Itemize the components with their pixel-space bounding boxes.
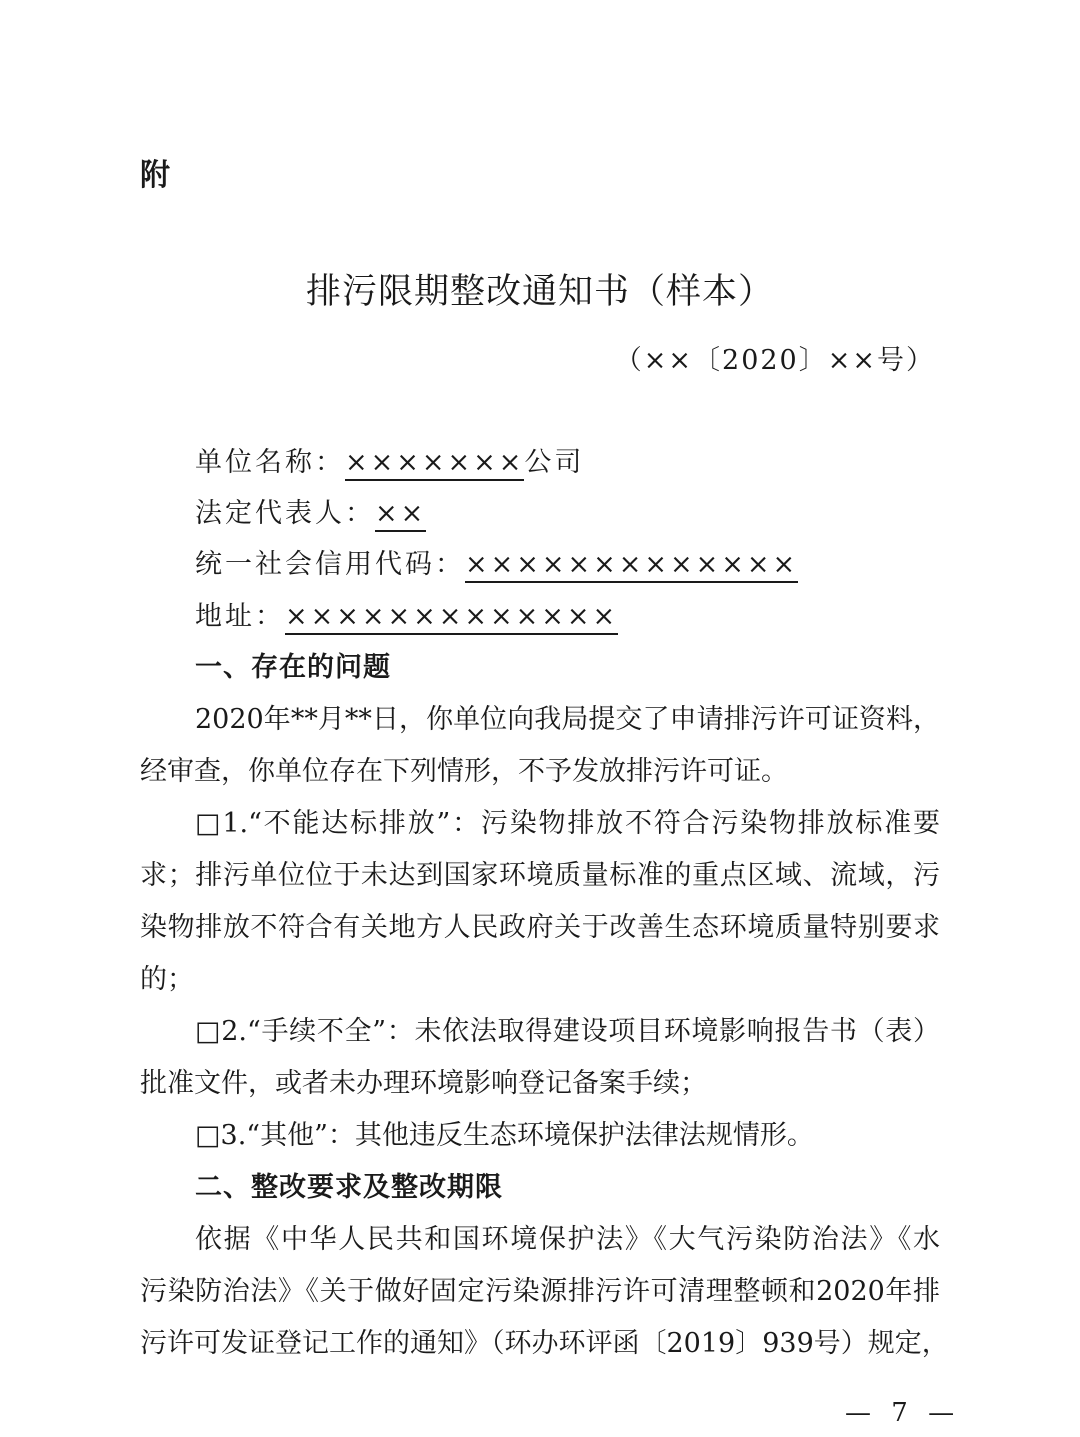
field-legal-representative xyxy=(195,491,426,530)
field-value: ××××××××××××× xyxy=(285,601,618,635)
item1-line: 的； xyxy=(140,964,194,995)
section1-intro-line: 经审查，你单位存在下列情形，不予发放排污许可证。 xyxy=(140,756,788,787)
item1-line: □1.“不能达标排放”：污染物排放不符合污染物排放标准要 xyxy=(195,808,940,839)
section2-line: 污许可发证登记工作的通知》（环办环评函〔2019〕939号）规定， xyxy=(140,1328,949,1359)
attachment-label: 附 xyxy=(140,158,170,193)
field-company-name xyxy=(195,440,584,479)
field-address xyxy=(195,594,618,633)
item2-line: 批准文件，或者未办理环境影响登记备案手续； xyxy=(140,1068,707,1099)
field-value: ××××××××××××× xyxy=(465,549,798,583)
field-label: 单位名称： xyxy=(195,447,345,478)
section2-line: 污染防治法》《关于做好固定污染源排污许可清理整顿和2020年排 xyxy=(140,1276,940,1307)
section1-intro-line: 2020年**月**日，你单位向我局提交了申请排污许可证资料， xyxy=(195,704,940,735)
item1-line: 染物排放不符合有关地方人民政府关于改善生态环境质量特别要求 xyxy=(140,912,940,943)
section2-heading: 二、整改要求及整改期限 xyxy=(195,1172,503,1203)
field-label: 统一社会信用代码： xyxy=(195,549,465,580)
document-title: 排污限期整改通知书（样本） xyxy=(305,272,774,312)
page-number: — 7 — xyxy=(845,1398,961,1428)
field-suffix: 公司 xyxy=(524,447,585,478)
field-label: 法定代表人： xyxy=(195,498,375,529)
field-label: 地址： xyxy=(195,601,285,632)
field-value: ×× xyxy=(375,498,426,532)
document-number: （××〔2020〕××号） xyxy=(614,345,935,376)
section1-heading: 一、存在的问题 xyxy=(195,652,391,683)
section2-line: 依据《中华人民共和国环境保护法》《大气污染防治法》《水 xyxy=(195,1224,940,1255)
field-value: ××××××× xyxy=(345,447,524,481)
item3-line: □3.“其他”：其他违反生态环境保护法律法规情形。 xyxy=(195,1120,814,1151)
field-credit-code xyxy=(195,542,798,581)
item1-line: 求；排污单位位于未达到国家环境质量标准的重点区域、流域，污 xyxy=(140,860,940,891)
item2-line: □2.“手续不全”：未依法取得建设项目环境影响报告书（表） xyxy=(195,1016,940,1047)
